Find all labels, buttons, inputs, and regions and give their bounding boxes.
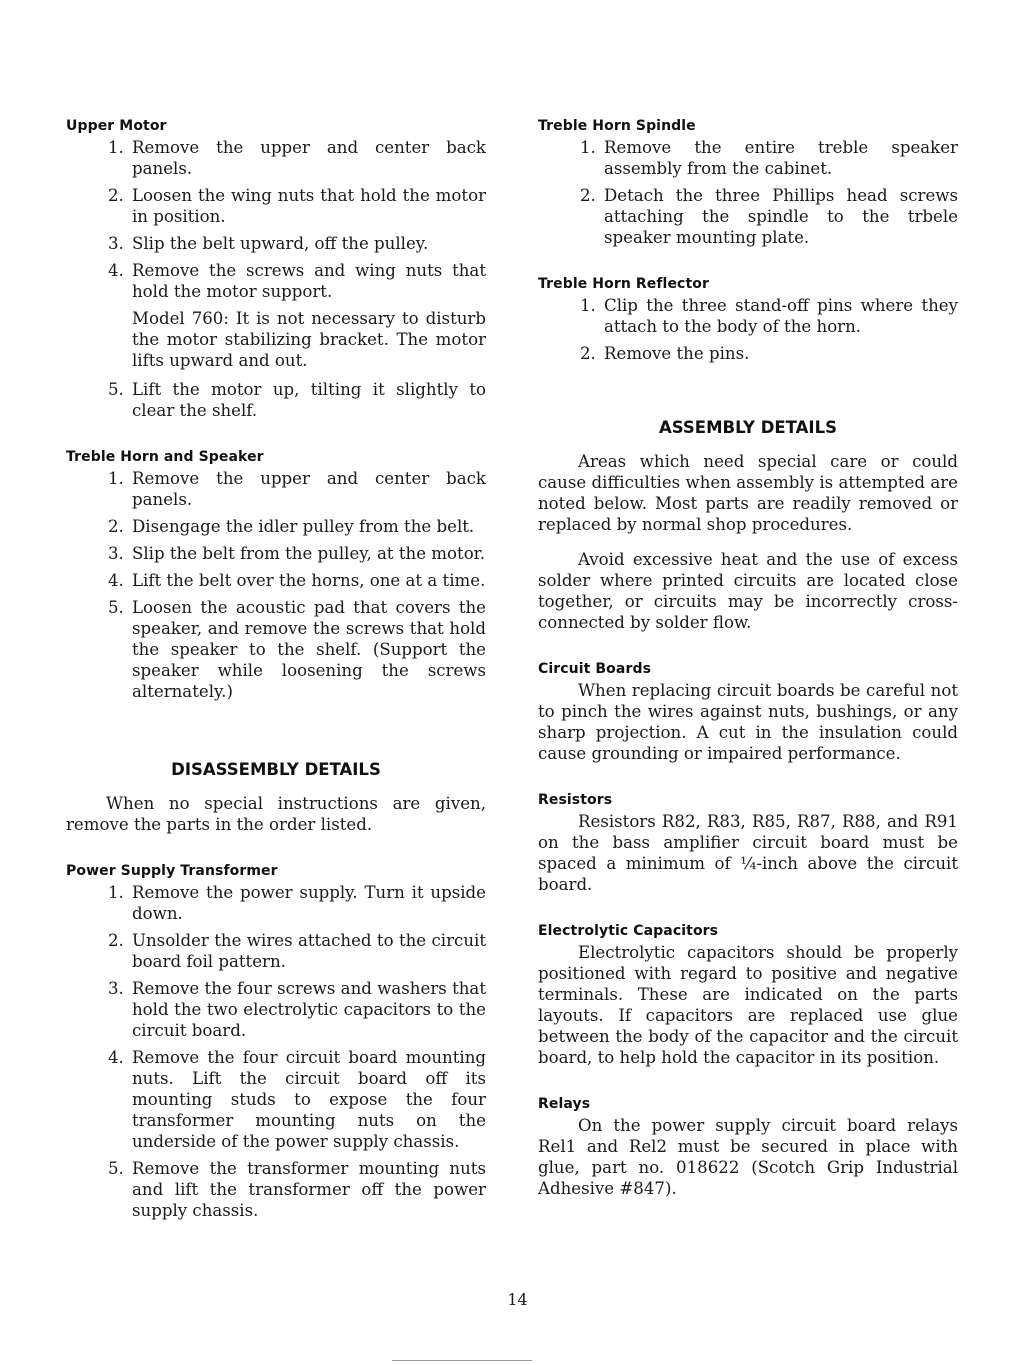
- treble-horn-reflector-list: [538, 295, 958, 364]
- item-number: 1.: [108, 469, 124, 488]
- circuit-boards-heading: Circuit Boards: [538, 661, 652, 677]
- list-item: [66, 570, 486, 591]
- disassembly-intro: When no special instructions are given, remove the parts in the order listed.: [66, 794, 486, 834]
- list-item: [66, 260, 486, 302]
- item-number: 3.: [108, 234, 124, 253]
- list-item: [66, 233, 486, 254]
- left-column: [66, 118, 486, 1227]
- item-text: Lift the belt over the horns, one at a time.: [132, 571, 486, 590]
- page-number: 14: [507, 1290, 528, 1309]
- list-item: [66, 185, 486, 227]
- list-item: [538, 185, 958, 248]
- item-number: 1.: [108, 883, 124, 902]
- item-number: 4.: [108, 1048, 124, 1067]
- item-number: 2.: [108, 931, 124, 950]
- item-number: 1.: [108, 138, 124, 157]
- item-text: Detach the three Phillips head screws attaching the spindle to the trbele speaker mounting plate.: [604, 186, 958, 247]
- resistors-text: Resistors R82, R83, R85, R87, R88, and R91 on the bass amplifier circuit board must be spaced a minimum of ¼-inch above the circuit board.: [538, 812, 958, 894]
- item-text: Remove the entire treble speaker assembly from the cabinet.: [604, 138, 958, 178]
- item-number: 1.: [580, 138, 596, 157]
- power-supply-transformer-heading: Power Supply Transformer: [66, 863, 278, 879]
- list-item: [538, 343, 958, 364]
- list-item: [66, 597, 486, 702]
- item-text: Remove the screws and wing nuts that hold the motor support.: [132, 261, 486, 301]
- treble-horn-spindle-heading: Treble Horn Spindle: [538, 118, 696, 134]
- treble-horn-reflector-heading: Treble Horn Reflector: [538, 276, 709, 292]
- resistors-heading: Resistors: [538, 792, 613, 808]
- item-number: 2.: [108, 517, 124, 536]
- item-number: 3.: [108, 979, 124, 998]
- item-number: 1.: [580, 296, 596, 315]
- treble-horn-speaker-heading: Treble Horn and Speaker: [66, 449, 264, 465]
- item-text: Slip the belt upward, off the pulley.: [132, 234, 429, 253]
- power-supply-transformer-list: [66, 882, 486, 1221]
- electrolytic-capacitors-text: Electrolytic capacitors should be properly positioned with regard to positive and negative terminals. These are indicated on the parts layouts. If capacitors are replaced use glue between the body of the capacitor and the circuit board, to help hold the capacitor in its position.: [538, 943, 958, 1067]
- list-item: [66, 379, 486, 421]
- list-item: [66, 543, 486, 564]
- list-item: [66, 137, 486, 179]
- treble-horn-speaker-list: [66, 468, 486, 702]
- item-text: Lift the motor up, tilting it slightly to clear the shelf.: [132, 380, 486, 420]
- item-text: Disengage the idler pulley from the belt.: [132, 517, 475, 536]
- item-text: Remove the power supply. Turn it upside down.: [132, 883, 486, 923]
- item-text: Remove the transformer mounting nuts and lift the transformer off the power supply chassis.: [132, 1159, 486, 1220]
- item-number: 5.: [108, 1159, 124, 1178]
- list-item: [538, 137, 958, 179]
- list-item: [66, 978, 486, 1041]
- item-number: 5.: [108, 380, 124, 399]
- list-item: [66, 1158, 486, 1221]
- item-text: Slip the belt from the pulley, at the motor.: [132, 544, 486, 563]
- item-text: Remove the four circuit board mounting nuts. Lift the circuit board off its mounting studs to expose the four transformer mounting nuts on the underside of the power supply chassis.: [132, 1048, 486, 1151]
- item-text: Remove the upper and center back panels.: [132, 138, 486, 178]
- item-text: Unsolder the wires attached to the circuit board foil pattern.: [132, 931, 486, 971]
- relays-text: On the power supply circuit board relays Rel1 and Rel2 must be secured in place with glue, part no. 018622 (Scotch Grip Industrial Adhesive #847).: [538, 1116, 958, 1198]
- list-item: [538, 295, 958, 337]
- item-text: Loosen the acoustic pad that covers the speaker, and remove the screws that hold the speaker to the shelf. (Support the speaker while loosening the screws alternately.): [132, 598, 486, 701]
- circuit-boards-text: When replacing circuit boards be careful not to pinch the wires against nuts, bushings, or any sharp projection. A cut in the insulation could cause grounding or impaired performance.: [538, 681, 958, 763]
- item-text: Remove the pins.: [604, 344, 750, 363]
- list-item: [66, 468, 486, 510]
- assembly-para-1: Areas which need special care or could cause difficulties when assembly is attempted are noted below. Most parts are readily removed or replaced by normal shop procedures.: [538, 452, 958, 534]
- item-text: Remove the upper and center back panels.: [132, 469, 486, 509]
- item-text: Remove the four screws and washers that hold the two electrolytic capacitors to the circuit board.: [132, 979, 486, 1040]
- item-number: 2.: [108, 186, 124, 205]
- list-item: [66, 1047, 486, 1152]
- list-item: [66, 516, 486, 537]
- item-number: 4.: [108, 261, 124, 280]
- item-number: 3.: [108, 544, 124, 563]
- item-text: Loosen the wing nuts that hold the motor in position.: [132, 186, 486, 226]
- disassembly-details-heading: DISASSEMBLY DETAILS: [171, 760, 381, 779]
- list-item: [66, 930, 486, 972]
- right-column: [538, 118, 958, 1199]
- upper-motor-heading: Upper Motor: [66, 118, 167, 134]
- treble-horn-spindle-list: [538, 137, 958, 248]
- assembly-para-2: Avoid excessive heat and the use of excess solder where printed circuits are located close together, or circuits may be incorrectly cross-connected by solder flow.: [538, 550, 958, 632]
- electrolytic-capacitors-heading: Electrolytic Capacitors: [538, 923, 719, 939]
- item-number: 2.: [580, 344, 596, 363]
- list-item: [66, 882, 486, 924]
- item-number: 4.: [108, 571, 124, 590]
- item-number: 2.: [580, 186, 596, 205]
- relays-heading: Relays: [538, 1096, 591, 1112]
- assembly-details-heading: ASSEMBLY DETAILS: [659, 418, 837, 437]
- upper-motor-list: [66, 137, 486, 421]
- item-number: 5.: [108, 598, 124, 617]
- bottom-rule: [392, 1360, 532, 1361]
- item-text: Clip the three stand-off pins where they attach to the body of the horn.: [604, 296, 958, 336]
- model-760-note: Model 760: It is not necessary to disturb the motor stabilizing bracket. The motor lifts upward and out.: [132, 309, 486, 370]
